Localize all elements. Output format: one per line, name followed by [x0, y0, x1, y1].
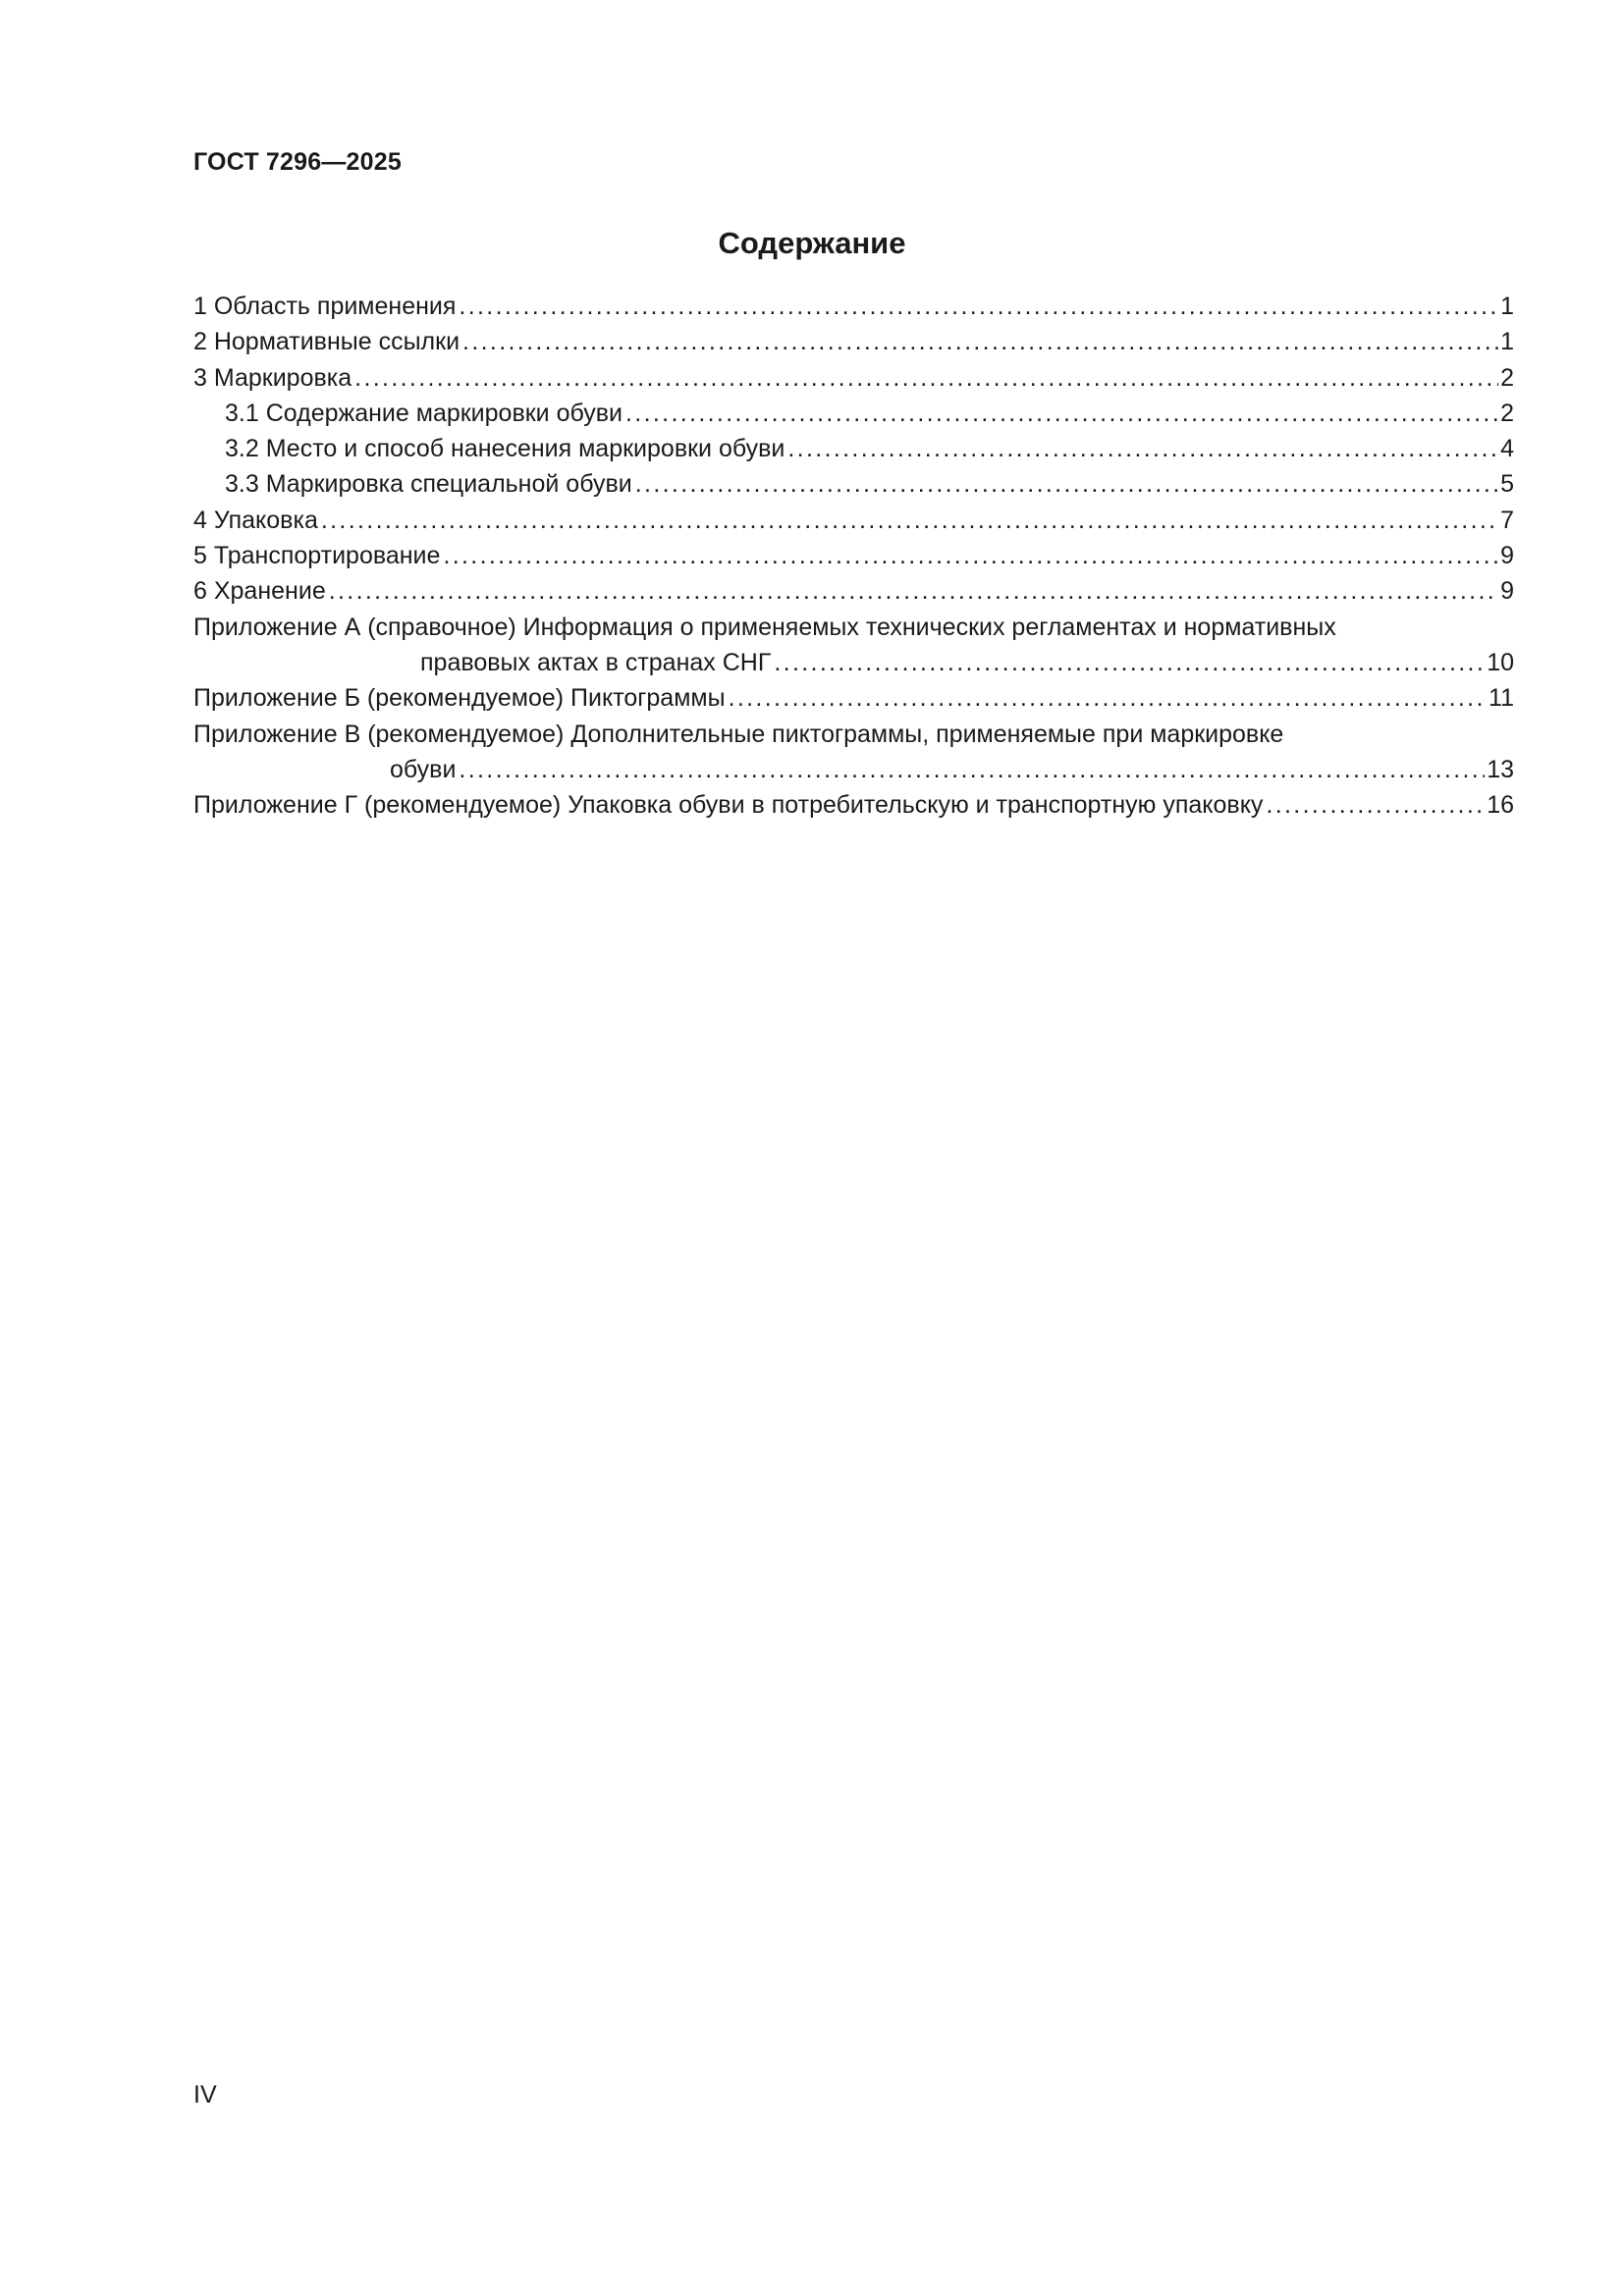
toc-entry-label: 6 Хранение [193, 577, 326, 606]
toc-entry-page: 11 [1489, 684, 1514, 713]
toc-entry-marking[interactable] [193, 360, 1514, 396]
toc-entry-page: 13 [1487, 755, 1514, 783]
toc-entry-label: Приложение Б (рекомендуемое) Пиктограммы [193, 684, 726, 713]
toc-entry-label: Приложение Г (рекомендуемое) Упаковка обуви в потребительскую и транспортную упаковку [193, 791, 1264, 820]
dot-leader [456, 289, 1498, 324]
dot-leader [318, 503, 1498, 538]
toc-entry-label: 3 Маркировка [193, 363, 352, 392]
toc-entry-continuation: обуви [390, 755, 457, 783]
toc-entry-label: 4 Упаковка [193, 506, 318, 534]
toc-entry-page: 9 [1500, 577, 1514, 606]
dot-leader [632, 466, 1498, 502]
dot-leader [352, 360, 1498, 396]
toc-entry-page: 9 [1500, 542, 1514, 570]
toc-entry-label: 1 Область применения [193, 293, 457, 320]
dot-leader [1263, 787, 1485, 823]
toc-entry-page: 1 [1500, 328, 1514, 356]
toc-entry-appendix-b[interactable] [193, 680, 1514, 716]
toc-entry-label: Приложение В (рекомендуемое) Дополнительные пиктограммы, применяемые при маркировке [193, 720, 1284, 748]
dot-leader [326, 573, 1498, 609]
toc-title: Содержание [718, 226, 906, 260]
toc-entry-appendix-a-continuation[interactable] [193, 645, 1514, 680]
toc-entry-page: 7 [1500, 506, 1514, 534]
toc-entry-label: Приложение А (справочное) Информация о применяемых технических регламентах и нормативных [193, 613, 1336, 641]
toc-entry-page: 10 [1487, 648, 1514, 676]
dot-leader [771, 645, 1485, 680]
toc-entry-page: 1 [1500, 293, 1514, 320]
toc-entry-special-footwear-marking[interactable] [193, 466, 1514, 502]
toc-entry-marking-content[interactable] [193, 396, 1514, 431]
dot-leader [726, 680, 1487, 716]
toc-entry-page: 2 [1500, 363, 1514, 392]
dot-leader [440, 538, 1498, 573]
dot-leader [456, 752, 1485, 787]
toc-entry-label: 3.2 Место и способ нанесения маркировки обуви [225, 435, 785, 463]
toc-entry-appendix-v-continuation[interactable] [193, 752, 1514, 787]
dot-leader [460, 324, 1498, 359]
toc-entry-packaging[interactable] [193, 503, 1514, 538]
page-number: IV [193, 2081, 217, 2109]
toc-entry-continuation: правовых актах в странах СНГ [420, 648, 772, 676]
toc-entry-label: 2 Нормативные ссылки [193, 328, 460, 356]
toc-entry-label: 5 Транспортирование [193, 542, 441, 570]
toc-entry-label: 3.1 Содержание маркировки обуви [225, 399, 623, 427]
toc-entry-appendix-v[interactable] [193, 717, 1514, 752]
toc-entry-label: 3.3 Маркировка специальной обуви [225, 470, 632, 499]
toc-entry-scope[interactable] [193, 289, 1514, 324]
table-of-contents [193, 289, 1514, 823]
toc-entry-page: 16 [1487, 791, 1514, 820]
standard-code: ГОСТ 7296—2025 [193, 148, 402, 176]
toc-entry-appendix-g[interactable] [193, 787, 1514, 823]
toc-entry-page: 5 [1500, 470, 1514, 499]
toc-entry-appendix-a[interactable] [193, 610, 1514, 645]
dot-leader [785, 431, 1498, 466]
toc-entry-transportation[interactable] [193, 538, 1514, 573]
toc-entry-normative-references[interactable] [193, 324, 1514, 359]
toc-entry-page: 2 [1500, 399, 1514, 427]
toc-entry-storage[interactable] [193, 573, 1514, 609]
toc-entry-marking-place[interactable] [193, 431, 1514, 466]
dot-leader [623, 396, 1498, 431]
toc-entry-page: 4 [1500, 435, 1514, 463]
